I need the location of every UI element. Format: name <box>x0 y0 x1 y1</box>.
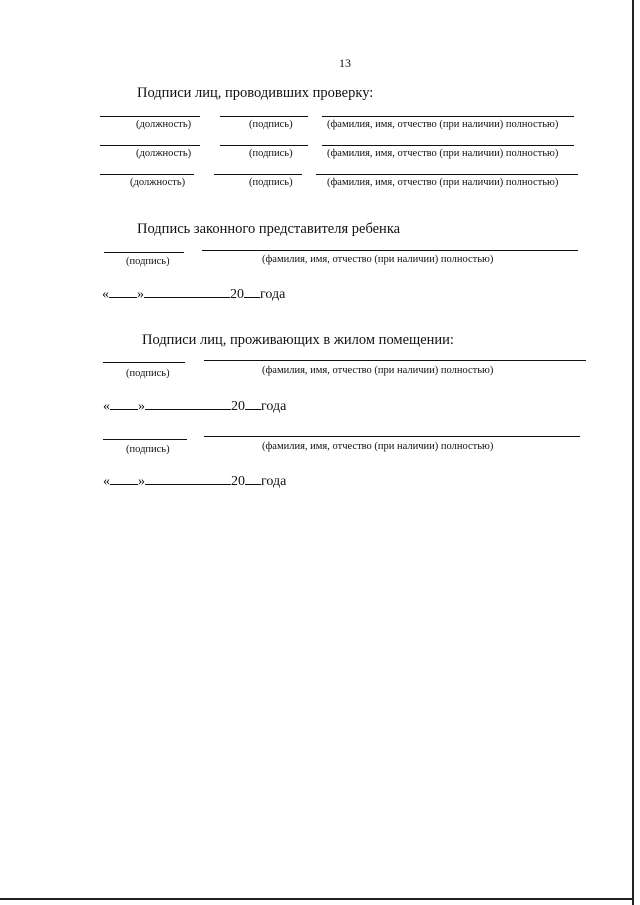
scan-edge-bottom <box>0 898 634 900</box>
fullname-caption: (фамилия, имя, отчество (при наличии) полностью) <box>327 119 559 130</box>
fullname-line <box>316 174 578 175</box>
position-caption: (должность) <box>136 148 192 159</box>
year-blank <box>245 472 261 485</box>
signature-caption: (подпись) <box>126 444 170 455</box>
date-line <box>102 285 285 303</box>
date-open-quote: « <box>103 399 110 414</box>
year-century: 20 <box>231 399 245 414</box>
fullname-line <box>202 250 578 251</box>
fullname-caption: (фамилия, имя, отчество (при наличии) полностью) <box>262 365 494 376</box>
position-line <box>100 145 200 146</box>
date-open-quote: « <box>102 287 109 302</box>
fullname-caption: (фамилия, имя, отчество (при наличии) полностью) <box>262 441 494 452</box>
fullname-caption: (фамилия, имя, отчество (при наличии) полностью) <box>262 254 494 265</box>
signature-line <box>220 116 308 117</box>
date-close-quote: » <box>137 287 144 302</box>
fullname-line <box>322 116 574 117</box>
fullname-caption: (фамилия, имя, отчество (при наличии) полностью) <box>327 148 559 159</box>
fullname-line <box>322 145 574 146</box>
fullname-line <box>204 436 580 437</box>
date-line <box>103 397 286 415</box>
signature-caption: (подпись) <box>249 119 293 130</box>
fullname-caption: (фамилия, имя, отчество (при наличии) полностью) <box>327 177 559 188</box>
date-open-quote: « <box>103 474 110 489</box>
date-line <box>103 472 286 490</box>
signature-caption: (подпись) <box>249 148 293 159</box>
position-caption: (должность) <box>136 119 192 130</box>
residents-heading: Подписи лиц, проживающих в жилом помещении: <box>142 332 454 348</box>
guardian-heading: Подпись законного представителя ребенка <box>137 221 401 237</box>
signature-line <box>214 174 302 175</box>
signature-caption: (подпись) <box>126 256 170 267</box>
date-close-quote: » <box>138 474 145 489</box>
year-century: 20 <box>230 287 244 302</box>
year-word: года <box>261 399 287 414</box>
month-blank <box>145 472 231 485</box>
signature-line <box>104 252 184 253</box>
scan-edge-right <box>632 0 634 905</box>
page-number: 13 <box>339 56 351 70</box>
month-blank <box>144 285 230 298</box>
position-caption: (должность) <box>130 177 186 188</box>
position-line <box>100 116 200 117</box>
year-word: года <box>260 287 286 302</box>
date-close-quote: » <box>138 399 145 414</box>
signature-line <box>103 439 187 440</box>
year-blank <box>245 397 261 410</box>
year-blank <box>244 285 260 298</box>
signature-caption: (подпись) <box>126 368 170 379</box>
signature-line <box>103 362 185 363</box>
day-blank <box>110 472 138 485</box>
day-blank <box>109 285 137 298</box>
signature-caption: (подпись) <box>249 177 293 188</box>
month-blank <box>145 397 231 410</box>
fullname-line <box>204 360 586 361</box>
year-century: 20 <box>231 474 245 489</box>
year-word: года <box>261 474 287 489</box>
day-blank <box>110 397 138 410</box>
position-line <box>100 174 194 175</box>
inspectors-heading: Подписи лиц, проводивших проверку: <box>137 85 374 101</box>
signature-line <box>220 145 308 146</box>
